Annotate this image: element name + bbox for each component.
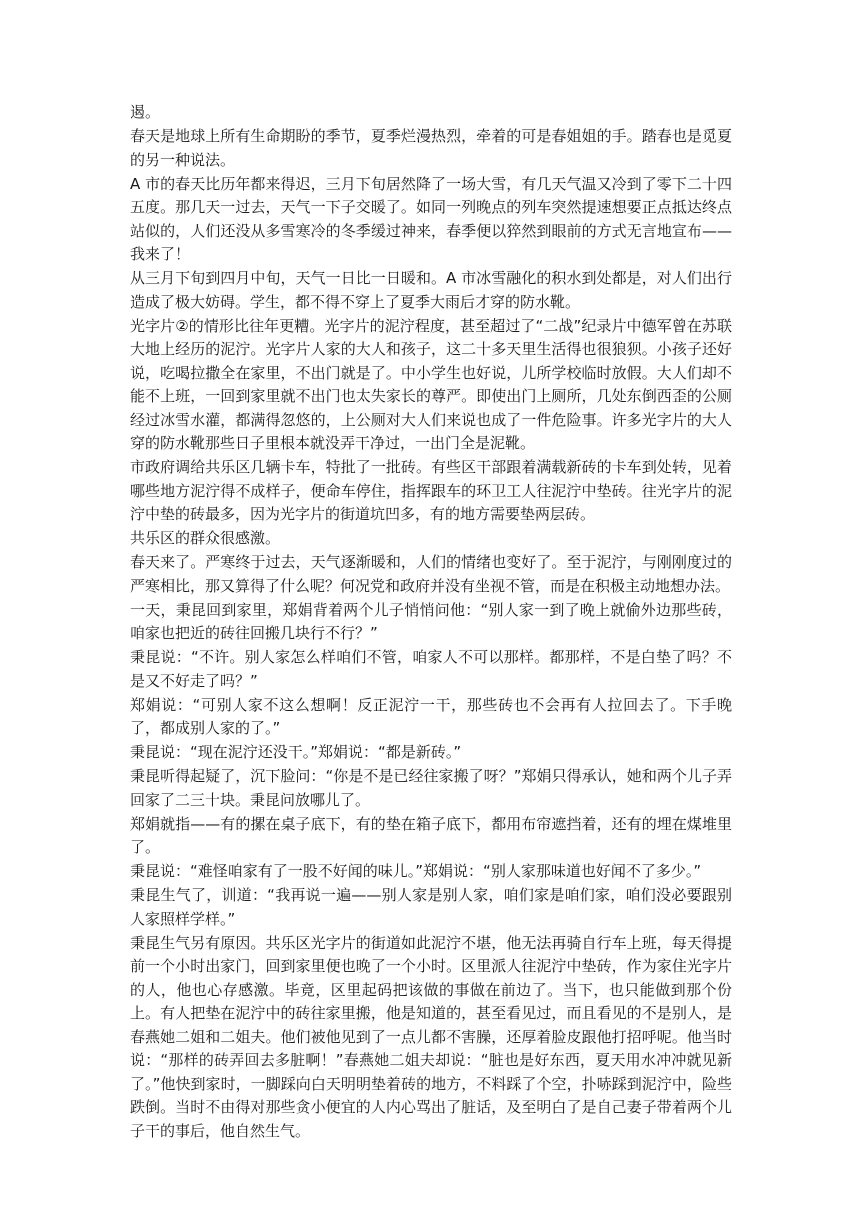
paragraph: 一天，秉昆回到家里，郑娟背着两个儿子悄悄问他：“别人家一到了晚上就偷外边那些砖，咱家也把近的砖往回搬几块行不行？” [130,600,732,642]
paragraph: 秉昆生气另有原因。共乐区光字片的街道如此泥泞不堪，他无法再骑自行车上班，每天得提前一个小时出家门，回到家里便也晚了一个小时。区里派人往泥泞中垫砖，作为家住光字片的人，他也心存感激。毕竟，区里起码把该做的事做在前边了。当下，也只能做到那个份上。有人把垫在泥泞中的砖往家里搬，他是知道的，甚至看见过，而且看见的不是别人，是春燕她二姐和二姐夫。他们被他见到了一点儿都不害臊，还厚着脸皮跟他打招呼呢。他当时说：“那样的砖弄回去多脏啊！”春燕她二姐夫却说：“脏也是好东西，夏天用水冲冲就见新了。”他快到家时，一脚踩向白天明明垫着砖的地方，不料踩了个空，扑哧踩到泥泞中，险些跌倒。当时不由得对那些贪小便宜的人内心骂出了脏话，及至明白了是自己妻子带着两个儿子干的事后，他自然生气。 [130,933,732,1140]
paragraph: A 市的春天比历年都来得迟，三月下旬居然降了一场大雪，有几天气温又冷到了零下二十四五度。那几天一过去，天气一下子交暖了。如同一列晚点的列车突然提速想要正点抵达终点站似的，人们还没从多雪寒冷的冬季缓过神来，春季便以猝然到眼前的方式无言地宣布——我来了！ [130,174,732,263]
document-body [130,101,732,1144]
paragraph: 秉昆生气了，训道：“我再说一遍——别人家是别人家，咱们家是咱们家，咱们没必要跟别人家照样学样。” [130,886,732,928]
paragraph: 秉昆说：“难怪咱家有了一股不好闻的味儿。”郑娟说：“别人家那味道也好闻不了多少。” [130,862,702,880]
paragraph: 春天来了。严寒终于过去，天气逐渐暖和，人们的情绪也变好了。至于泥泞，与刚刚度过的严寒相比，那又算得了什么呢？何况党和政府并没有坐视不管，而是在积极主动地想办法。 [130,553,732,595]
paragraph: 郑娟就指——有的摞在桌子底下，有的垫在箱子底下，都用布帘遮挡着，还有的埋在煤堆里了。 [130,814,732,856]
paragraph: 从三月下旬到四月中旬，天气一日比一日暖和。A 市冰雪融化的积水到处都是，对人们出行造成了极大妨碍。学生，都不得不穿上了夏季大雨后才穿的防水靴。 [130,269,732,311]
paragraph: 郑娟说：“可别人家不这么想啊！反正泥泞一干，那些砖也不会再有人拉回去了。下手晚了，都成别人家的了。” [130,695,732,737]
paragraph: 光字片②的情形比往年更糟。光字片的泥泞程度，甚至超过了“二战”纪录片中德军曾在苏联大地上经历的泥泞。光字片人家的大人和孩子，这二十多天里生活得也很狼狈。小孩子还好说，吃喝拉撒全在家里，不出门就是了。中小学生也好说，儿所学校临时放假。大人们却不能不上班，一回到家里就不出门也太失家长的尊严。即使出门上厕所，几处东倒西歪的公厕经过冰雪水灌，都满得忽悠的，上公厕对大人们来说也成了一件危险事。许多光字片的大人穿的防水靴那些日子里根本就没弄干净过，一出门全是泥靴。 [130,316,732,452]
paragraph: 遏。 [130,103,161,121]
paragraph: 春天是地球上所有生命期盼的季节，夏季烂漫热烈，牵着的可是春姐姐的手。踏春也是觅夏的另一种说法。 [130,127,732,169]
paragraph: 秉昆说：“不许。别人家怎么样咱们不管，咱家人不可以那样。都那样，不是白垫了吗？不是又不好走了吗？” [130,648,732,690]
paragraph: 秉昆听得起疑了，沉下脸问：“你是不是已经往家搬了呀？”郑娟只得承认，她和两个儿子弄回家了二三十块。秉昆问放哪儿了。 [130,767,732,809]
paragraph: 共乐区的群众很感激。 [130,529,281,547]
paragraph: 市政府调给共乐区几辆卡车，特批了一批砖。有些区干部跟着满载新砖的卡车到处转，见着哪些地方泥泞得不成样子，便命车停住，指挥跟车的环卫工人往泥泞中垫砖。往光字片的泥泞中垫的砖最多，因为光字片的街道坑凹多，有的地方需要垫两层砖。 [130,458,732,523]
paragraph: 秉昆说：“现在泥泞还没干。”郑娟说：“都是新砖。” [130,743,462,761]
